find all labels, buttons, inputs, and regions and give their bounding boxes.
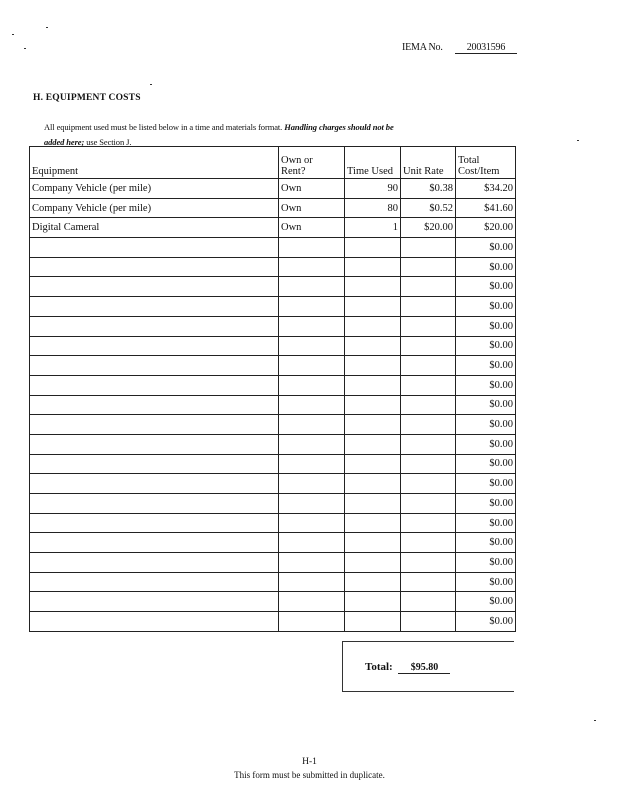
table-row — [30, 454, 516, 474]
unit-rate-cell — [401, 454, 456, 474]
table-row — [30, 179, 516, 199]
total-value: $95.80 — [398, 662, 450, 674]
equipment-cell — [30, 415, 279, 435]
total-cost-cell: $0.00 — [456, 395, 516, 415]
scan-speck — [24, 48, 26, 49]
unit-rate-cell — [401, 553, 456, 573]
time-used-cell — [345, 257, 401, 277]
equipment-cell — [30, 375, 279, 395]
table-row — [30, 434, 516, 454]
own-rent-cell — [279, 553, 345, 573]
total-cost-cell: $0.00 — [456, 316, 516, 336]
page-number: H-1 — [302, 757, 317, 767]
total-cost-cell: $20.00 — [456, 218, 516, 238]
equipment-cell — [30, 336, 279, 356]
unit-rate-cell: $0.38 — [401, 179, 456, 199]
unit-rate-cell — [401, 513, 456, 533]
own-rent-cell — [279, 257, 345, 277]
equipment-cell: Company Vehicle (per mile) — [30, 179, 279, 199]
unit-rate-cell — [401, 572, 456, 592]
table-row — [30, 356, 516, 376]
time-used-cell — [345, 395, 401, 415]
total-cost-cell: $0.00 — [456, 533, 516, 553]
section-title: H. EQUIPMENT COSTS — [33, 93, 141, 103]
equipment-cell — [30, 533, 279, 553]
equipment-cell: Digital Cameral — [30, 218, 279, 238]
equipment-cell — [30, 297, 279, 317]
header-equipment: Equipment — [30, 147, 279, 179]
own-rent-cell — [279, 474, 345, 494]
scan-speck — [150, 84, 152, 85]
total-cost-cell: $0.00 — [456, 572, 516, 592]
table-row — [30, 198, 516, 218]
table-row — [30, 218, 516, 238]
scan-speck — [46, 27, 48, 28]
equipment-cell: Company Vehicle (per mile) — [30, 198, 279, 218]
total-cost-cell: $41.60 — [456, 198, 516, 218]
table-row — [30, 553, 516, 573]
time-used-cell — [345, 316, 401, 336]
unit-rate-cell — [401, 257, 456, 277]
time-used-cell — [345, 277, 401, 297]
unit-rate-cell — [401, 375, 456, 395]
table-header-row — [30, 147, 516, 179]
equipment-cell — [30, 474, 279, 494]
total-field — [365, 661, 450, 674]
time-used-cell — [345, 415, 401, 435]
unit-rate-cell — [401, 297, 456, 317]
total-cost-cell: $0.00 — [456, 513, 516, 533]
unit-rate-cell — [401, 395, 456, 415]
table-row — [30, 375, 516, 395]
own-rent-cell — [279, 415, 345, 435]
equipment-cell — [30, 612, 279, 632]
time-used-cell — [345, 592, 401, 612]
time-used-cell — [345, 297, 401, 317]
equipment-cell — [30, 356, 279, 376]
own-rent-cell — [279, 297, 345, 317]
time-used-cell — [345, 356, 401, 376]
total-cost-cell: $0.00 — [456, 277, 516, 297]
unit-rate-cell — [401, 356, 456, 376]
unit-rate-cell — [401, 238, 456, 258]
time-used-cell — [345, 572, 401, 592]
own-rent-cell — [279, 375, 345, 395]
unit-rate-cell — [401, 415, 456, 435]
time-used-cell — [345, 612, 401, 632]
iema-number-value: 20031596 — [455, 42, 517, 54]
time-used-cell — [345, 336, 401, 356]
iema-label: IEMA No. — [402, 42, 443, 53]
time-used-cell — [345, 238, 401, 258]
time-used-cell — [345, 494, 401, 514]
unit-rate-cell — [401, 592, 456, 612]
table-row — [30, 513, 516, 533]
own-rent-cell — [279, 316, 345, 336]
total-label: Total: — [365, 661, 393, 673]
equipment-cell — [30, 454, 279, 474]
table-row — [30, 612, 516, 632]
total-cost-cell: $0.00 — [456, 257, 516, 277]
time-used-cell: 80 — [345, 198, 401, 218]
equipment-cell — [30, 238, 279, 258]
total-cost-cell: $0.00 — [456, 375, 516, 395]
own-rent-cell — [279, 356, 345, 376]
own-rent-cell — [279, 494, 345, 514]
time-used-cell — [345, 553, 401, 573]
own-rent-cell — [279, 592, 345, 612]
table-row — [30, 336, 516, 356]
time-used-cell: 1 — [345, 218, 401, 238]
total-cost-cell: $0.00 — [456, 415, 516, 435]
total-cost-cell: $0.00 — [456, 454, 516, 474]
total-box-top-border — [342, 641, 514, 642]
scan-speck — [12, 34, 14, 35]
time-used-cell — [345, 474, 401, 494]
table-row — [30, 494, 516, 514]
total-cost-cell: $0.00 — [456, 474, 516, 494]
equipment-cell — [30, 434, 279, 454]
total-cost-cell: $0.00 — [456, 494, 516, 514]
equipment-cell — [30, 316, 279, 336]
header-own-rent-line2: Rent? — [281, 166, 306, 177]
equipment-cell — [30, 494, 279, 514]
instructions-line1: All equipment used must be listed below in a time and materials format. — [44, 122, 283, 132]
instructions-line2-italic: added here; — [44, 137, 85, 147]
total-cost-cell: $0.00 — [456, 612, 516, 632]
unit-rate-cell — [401, 336, 456, 356]
total-box-bottom-border — [342, 691, 514, 692]
own-rent-cell — [279, 277, 345, 297]
own-rent-cell: Own — [279, 218, 345, 238]
unit-rate-cell — [401, 612, 456, 632]
header-total-line1: Total — [458, 155, 480, 166]
equipment-cell — [30, 277, 279, 297]
table-row — [30, 572, 516, 592]
header-unit-rate: Unit Rate — [401, 147, 456, 179]
time-used-cell: 90 — [345, 179, 401, 199]
unit-rate-cell: $20.00 — [401, 218, 456, 238]
equipment-cell — [30, 257, 279, 277]
equipment-cell — [30, 592, 279, 612]
unit-rate-cell — [401, 474, 456, 494]
time-used-cell — [345, 375, 401, 395]
total-cost-cell: $0.00 — [456, 356, 516, 376]
unit-rate-cell: $0.52 — [401, 198, 456, 218]
own-rent-cell — [279, 513, 345, 533]
total-cost-cell: $34.20 — [456, 179, 516, 199]
total-box-left-border — [342, 641, 343, 691]
equipment-cell — [30, 395, 279, 415]
scan-speck — [594, 720, 596, 721]
table-row — [30, 592, 516, 612]
own-rent-cell: Own — [279, 179, 345, 199]
own-rent-cell: Own — [279, 198, 345, 218]
iema-number-field — [402, 42, 517, 54]
unit-rate-cell — [401, 494, 456, 514]
total-cost-cell: $0.00 — [456, 336, 516, 356]
own-rent-cell — [279, 612, 345, 632]
total-cost-cell: $0.00 — [456, 297, 516, 317]
time-used-cell — [345, 434, 401, 454]
total-cost-cell: $0.00 — [456, 553, 516, 573]
footer-note: This form must be submitted in duplicate. — [234, 770, 385, 780]
unit-rate-cell — [401, 434, 456, 454]
header-time-used: Time Used — [345, 147, 401, 179]
table-row — [30, 257, 516, 277]
total-cost-cell: $0.00 — [456, 434, 516, 454]
equipment-cell — [30, 513, 279, 533]
own-rent-cell — [279, 336, 345, 356]
table-row — [30, 316, 516, 336]
header-total — [456, 147, 516, 179]
table-row — [30, 277, 516, 297]
equipment-table — [29, 146, 516, 632]
own-rent-cell — [279, 238, 345, 258]
table-row — [30, 415, 516, 435]
scan-speck — [577, 140, 579, 141]
unit-rate-cell — [401, 533, 456, 553]
own-rent-cell — [279, 395, 345, 415]
total-cost-cell: $0.00 — [456, 238, 516, 258]
instructions-line2: use Section J. — [86, 137, 132, 147]
instructions-line1-italic: Handling charges should not be — [284, 122, 394, 132]
header-own-rent-line1: Own or — [281, 155, 313, 166]
equipment-cell — [30, 553, 279, 573]
table-row — [30, 474, 516, 494]
own-rent-cell — [279, 572, 345, 592]
own-rent-cell — [279, 454, 345, 474]
table-row — [30, 238, 516, 258]
own-rent-cell — [279, 434, 345, 454]
equipment-cell — [30, 572, 279, 592]
table-row — [30, 297, 516, 317]
time-used-cell — [345, 513, 401, 533]
time-used-cell — [345, 454, 401, 474]
unit-rate-cell — [401, 316, 456, 336]
table-row — [30, 395, 516, 415]
time-used-cell — [345, 533, 401, 553]
header-own-rent — [279, 147, 345, 179]
unit-rate-cell — [401, 277, 456, 297]
header-total-line2: Cost/Item — [458, 166, 500, 177]
table-row — [30, 533, 516, 553]
own-rent-cell — [279, 533, 345, 553]
total-cost-cell: $0.00 — [456, 592, 516, 612]
